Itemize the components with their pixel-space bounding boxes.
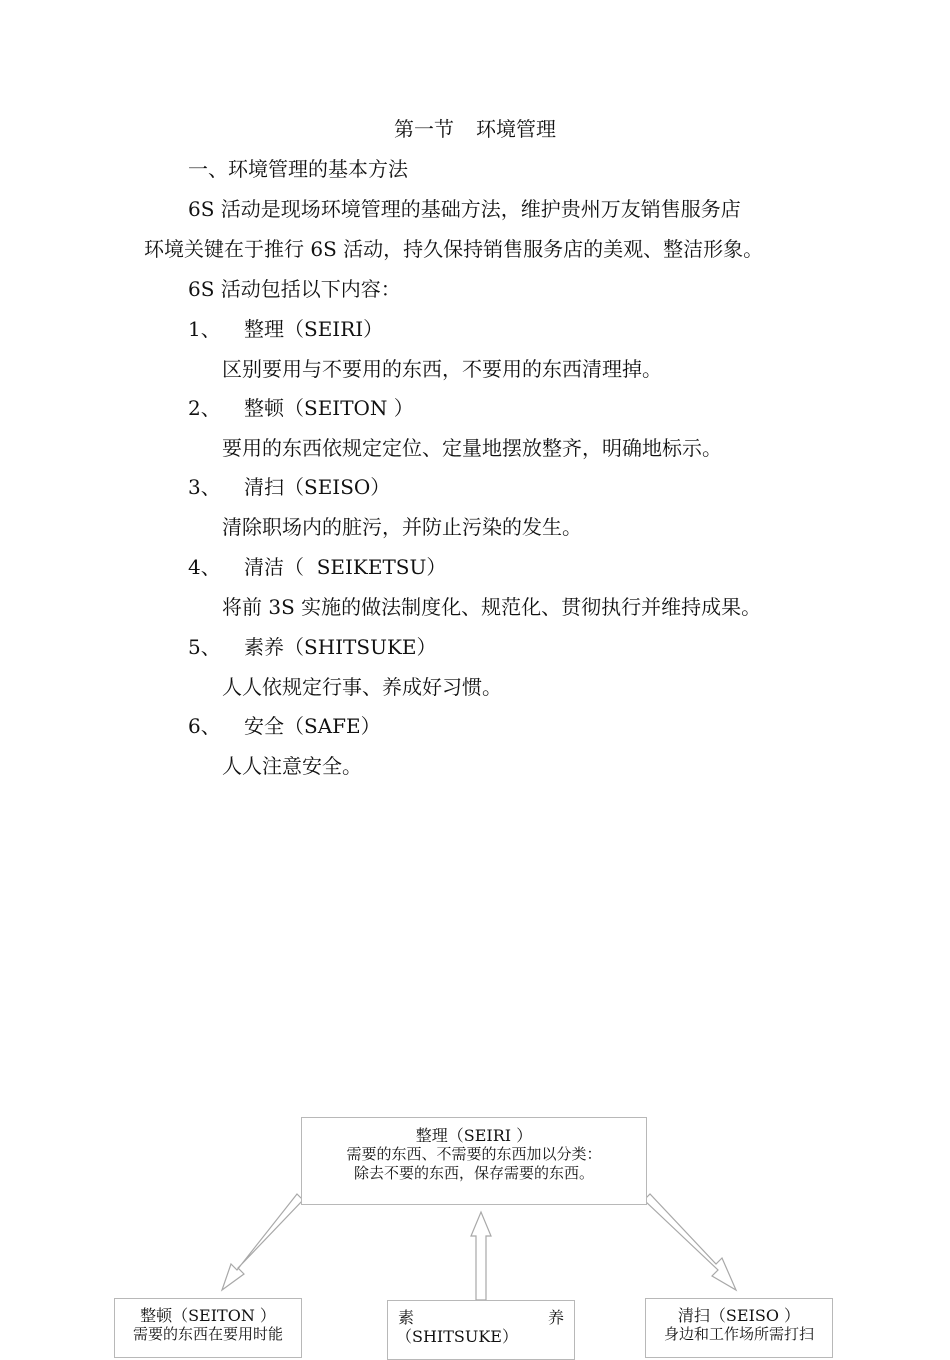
shitsuke-box bbox=[387, 1300, 575, 1360]
list-item-label: 整理（SEIRI） bbox=[244, 317, 384, 341]
shitsuke-char-2: 养 bbox=[547, 1308, 564, 1327]
list-item-description: 人人依规定行事、养成好习惯。 bbox=[222, 675, 502, 699]
seiri-line-1: 需要的东西、不需要的东西加以分类： bbox=[346, 1145, 602, 1163]
intro-line-2: 环境关键在于推行 6S 活动，持久保持销售服务店的美观、整洁形象。 bbox=[144, 237, 764, 261]
section-number: 第一节 bbox=[394, 117, 454, 141]
seiso-title: 清扫（SEISO ） bbox=[677, 1306, 801, 1325]
arrow-to-seiso bbox=[644, 1194, 736, 1290]
list-item-label: 清扫（SEISO） bbox=[244, 475, 391, 499]
list-item-label: 安全（SAFE） bbox=[244, 714, 381, 738]
seiton-line-1: 需要的东西在要用时能 bbox=[132, 1325, 283, 1343]
subheading: 一、环境管理的基本方法 bbox=[188, 157, 408, 181]
seiso-line-1: 身边和工作场所需打扫 bbox=[663, 1325, 814, 1343]
arrow-to-seiton bbox=[222, 1194, 303, 1290]
shitsuke-line-1: （SHITSUKE） bbox=[396, 1327, 518, 1346]
list-item-number: 5、 bbox=[188, 635, 221, 659]
seiri-title: 整理（SEIRI ） bbox=[415, 1126, 533, 1145]
seiton-title: 整顿（SEITON ） bbox=[140, 1306, 276, 1325]
shitsuke-char-1: 素 bbox=[398, 1308, 415, 1327]
arrow-to-seiri bbox=[471, 1212, 491, 1300]
list-item-description: 人人注意安全。 bbox=[222, 754, 362, 778]
seiri-line-2: 除去不要的东西，保存需要的东西。 bbox=[353, 1164, 594, 1182]
seiton-box bbox=[114, 1298, 302, 1358]
list-item-description: 清除职场内的脏污，并防止污染的发生。 bbox=[222, 515, 582, 539]
list-item-number: 6、 bbox=[188, 714, 221, 738]
list-item-label: 清洁（ SEIKETSU） bbox=[244, 555, 447, 579]
list-item-description: 区别要用与不要用的东西，不要用的东西清理掉。 bbox=[222, 357, 662, 381]
list-item-number: 2、 bbox=[188, 396, 221, 420]
seiso-box bbox=[645, 1298, 833, 1358]
list-item-label: 素养（SHITSUKE） bbox=[244, 635, 437, 659]
intro-line-1: 6S 活动是现场环境管理的基础方法，维护贵州万友销售服务店 bbox=[188, 197, 741, 221]
list-intro: 6S 活动包括以下内容： bbox=[188, 277, 401, 301]
list-item-number: 3、 bbox=[188, 475, 221, 499]
seiri-box bbox=[301, 1117, 647, 1205]
list-item-description: 要用的东西依规定定位、定量地摆放整齐，明确地标示。 bbox=[222, 436, 722, 460]
list-item-number: 4、 bbox=[188, 555, 221, 579]
section-name: 环境管理 bbox=[476, 117, 556, 141]
list-item-number: 1、 bbox=[188, 317, 221, 341]
list-item-label: 整顿（SEITON ） bbox=[244, 396, 414, 420]
list-item-description: 将前 3S 实施的做法制度化、规范化、贯彻执行并维持成果。 bbox=[222, 595, 762, 619]
shitsuke-title bbox=[388, 1308, 574, 1327]
